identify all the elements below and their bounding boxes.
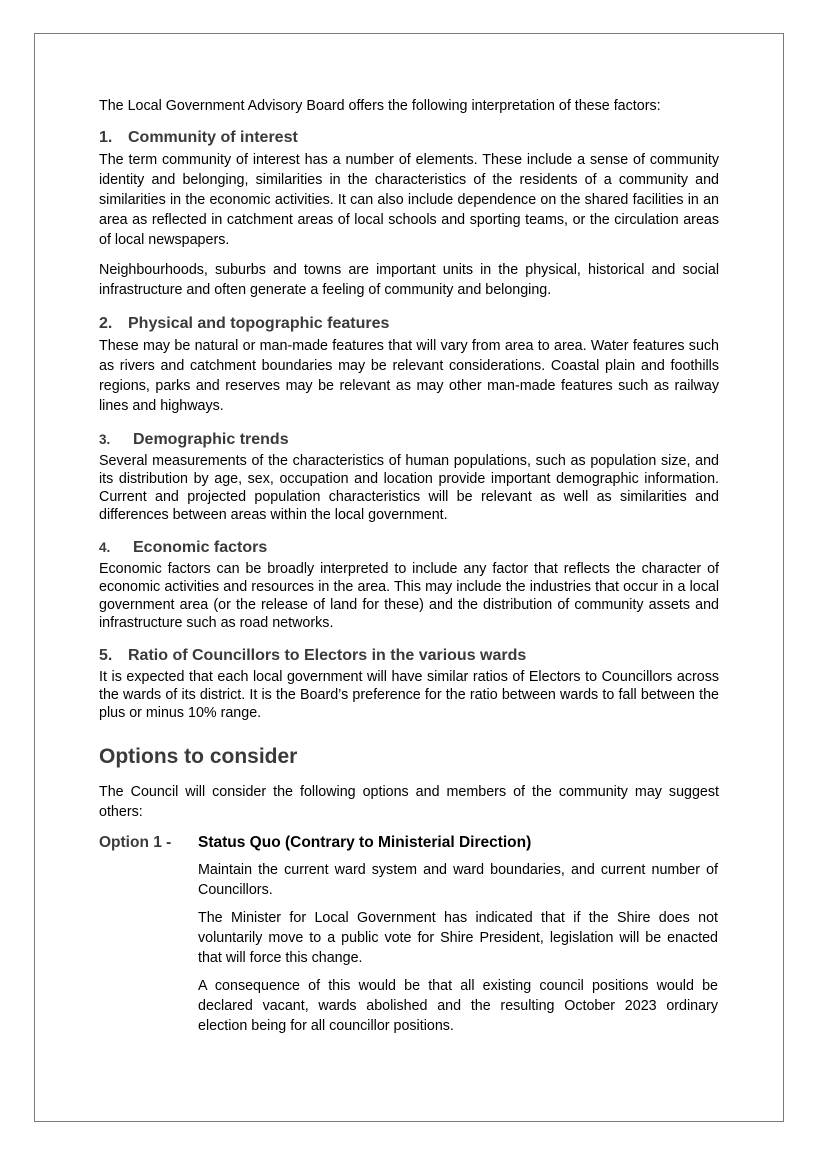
option-paragraph: The Minister for Local Government has indicated that if the Shire does not voluntarily move to a public vote for Shire President, legislation will be enacted that will force this change. bbox=[198, 910, 718, 966]
option-body bbox=[198, 832, 718, 1044]
section-demographic-trends bbox=[99, 430, 719, 524]
section-heading bbox=[99, 430, 719, 450]
section-title: Demographic trends bbox=[133, 431, 289, 448]
section-heading bbox=[99, 538, 719, 558]
section-paragraph: It is expected that each local government will have similar ratios of Electors to Councillors across the wards of its district. It is the Board’s preference for the ratio between wards to fall between the plus or minus 10% range. bbox=[99, 669, 719, 721]
section-paragraph: Economic factors can be broadly interpreted to include any factor that reflects the character of economic activities and resources in the area. This may include the industries that occur in a local government area (or the release of land for these) and the distribution of community assets and infrastructure such as road networks. bbox=[99, 561, 719, 631]
section-number: 2. bbox=[99, 315, 113, 332]
section-economic-factors bbox=[99, 538, 719, 632]
section-number: 3. bbox=[99, 432, 111, 447]
option-paragraph: A consequence of this would be that all existing council positions would be declared vacant, wards abolished and the resulting October 2023 ordinary election being for all councillor positions. bbox=[198, 978, 718, 1034]
option-1 bbox=[99, 832, 719, 1044]
section-title: Physical and topographic features bbox=[128, 315, 390, 332]
section-title: Ratio of Councillors to Electors in the various wards bbox=[128, 647, 527, 664]
option-paragraph: Maintain the current ward system and ward boundaries, and current number of Councillors. bbox=[198, 862, 718, 898]
section-heading bbox=[99, 314, 719, 334]
section-physical-topographic bbox=[99, 314, 719, 416]
section-number: 1. bbox=[99, 129, 113, 146]
options-heading: Options to consider bbox=[99, 745, 298, 768]
section-heading bbox=[99, 128, 719, 148]
options-intro: The Council will consider the following options and members of the community may suggest others: bbox=[99, 784, 719, 820]
section-heading bbox=[99, 646, 719, 666]
intro-text: The Local Government Advisory Board offers the following interpretation of these factors: bbox=[99, 98, 661, 114]
section-paragraph: The term community of interest has a number of elements. These include a sense of community identity and belonging, similarities in the characteristics of the residents of a community and similarities in the economic activities. It can also include dependence on the shared facilities in an area as reflected in catchment areas of local schools and sporting teams, or the circulation areas of local newspapers. bbox=[99, 152, 719, 248]
section-community-of-interest bbox=[99, 128, 719, 300]
section-paragraph: These may be natural or man-made features that will vary from area to area. Water features such as rivers and catchment boundaries may be relevant considerations. Coastal plain and foothills regions, parks and reserves may be relevant as may other man-made features such as railway lines and highways. bbox=[99, 338, 719, 414]
section-title: Economic factors bbox=[133, 539, 268, 556]
document-content bbox=[99, 96, 719, 1044]
option-label: Option 1 - bbox=[99, 834, 172, 851]
section-title: Community of interest bbox=[128, 129, 298, 146]
option-title: Status Quo (Contrary to Ministerial Direction) bbox=[198, 834, 532, 851]
section-ratio-councillors bbox=[99, 646, 719, 722]
section-number: 4. bbox=[99, 540, 111, 555]
section-number: 5. bbox=[99, 647, 113, 664]
section-paragraph: Neighbourhoods, suburbs and towns are important units in the physical, historical and social infrastructure and often generate a feeling of community and belonging. bbox=[99, 262, 719, 298]
section-paragraph: Several measurements of the characteristics of human populations, such as population size, and its distribution by age, sex, occupation and location provide important demographic information. Current and projected population characteristics will be relevant as well as similarities and differences between areas within the local government. bbox=[99, 453, 719, 523]
